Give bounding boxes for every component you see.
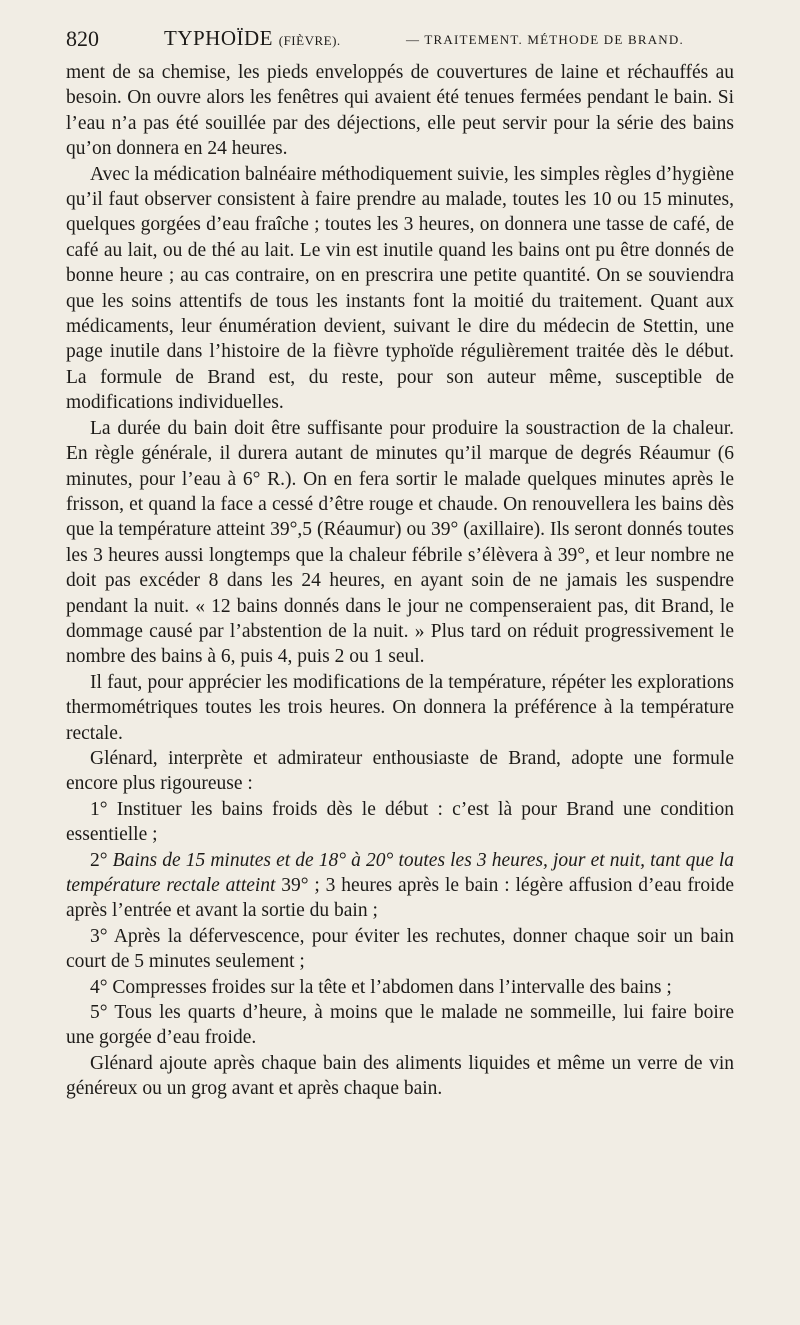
chapter-title-sub: (FIÈVRE). — [278, 33, 341, 48]
list-number: 2° — [90, 849, 108, 871]
paragraph: Glénard, interprète et admirateur enthousiaste de Brand, adopte une formule encore plus rigoureuse : — [66, 747, 734, 795]
paragraph: Avec la médication balnéaire méthodiquement suivie, les simples règles d’hygiène qu’il faut observer consistent à faire prendre au malade, toutes les 10 ou 15 minutes, quelques gorgées d’eau fraîche ; toutes les 3 heures, on donnera une tasse de café, de café au lait, ou de thé au lait. Le vin est inutile quand les bains ont pu être donnés de bonne heure ; au cas contraire, on en prescrira une petite quantité. On se souviendra que les soins attentifs de tous les instants font la moitié du traitement. Quant aux médicaments, leur énumération devient, suivant le dire du médecin de Stettin, une page inutile dans l’histoire de la fièvre typhoïde régulièrement traitée dès le début. La formule de Brand est, du reste, pour son auteur même, susceptible de modifications individuelles. — [66, 163, 735, 414]
text-body — [66, 60, 734, 1102]
list-text: 39° ; 3 heures après le bain : légère affusion d’eau froide après l’entrée et avant la sortie du bain ; — [66, 875, 734, 922]
paragraph: Il faut, pour apprécier les modifications de la température, répéter les explorations thermométriques toutes les trois heures. On donnera la préférence à la température rectale. — [66, 671, 734, 744]
list-item: 3° Après la défervescence, pour éviter les rechutes, donner chaque soir un bain court de 5 minutes seulement ; — [66, 925, 734, 973]
list-item: 5° Tous les quarts d’heure, à moins que le malade ne sommeille, lui faire boire une gorgée d’eau froide. — [66, 1002, 734, 1049]
paragraph: ment de sa chemise, les pieds enveloppés de couvertures de laine et réchauffés au besoin. On ouvre alors les fenêtres qui avaient été tenues fermées pendant le bain. Si l’eau n’a pas été souillée par des déjections, elle peut servir pour la série des bains qu’on donnera en 24 heures. — [66, 62, 734, 160]
page-number: 820 — [66, 26, 99, 51]
list-item: 4° Compresses froides sur la tête et l’abdomen dans l’intervalle des bains ; — [90, 976, 672, 998]
chapter-title-main: TYPHOÏDE — [164, 26, 273, 50]
running-header — [66, 26, 746, 56]
list-item — [66, 848, 734, 924]
list-item: 1° Instituer les bains froids dès le début : c’est là pour Brand une condition essentielle ; — [66, 798, 734, 846]
paragraph: La durée du bain doit être suffisante pour produire la soustraction de la chaleur. En règle générale, il durera autant de minutes qu’il marque de degrés Réaumur (6 minutes, pour l’eau à 6° R.). On en fera sortir le malade quelques minutes après le frisson, et quand la face a cessé d’être rouge et chaude. On renouvellera les bains dès que la température atteint 39°,5 (Réaumur) ou 39° (axillaire). Ils seront donnés toutes les 3 heures aussi longtemps que la chaleur fébrile s’élèvera à 39°, et leur nombre ne doit pas excéder 8 dans les 24 heures, en ayant soin de ne jamais les suspendre pendant la nuit. « 12 bains donnés dans le jour ne compenseraient pas, dit Brand, le dommage causé par l’abstention de la nuit. » Plus tard on réduit progressivement le nombre des bains à 6, puis 4, puis 2 ou 1 seul. — [66, 417, 734, 668]
chapter-title — [164, 26, 341, 51]
running-section: — TRAITEMENT. MÉTHODE DE BRAND. — [406, 32, 684, 47]
paragraph: Glénard ajoute après chaque bain des aliments liquides et même un verre de vin généreux ou un grog avant et après chaque bain. — [66, 1052, 734, 1100]
italic-phrase: Bains de 15 minutes et de 18° à 20° toutes les 3 heures, jour et nuit, tant que la température rectale atteint — [66, 849, 734, 896]
